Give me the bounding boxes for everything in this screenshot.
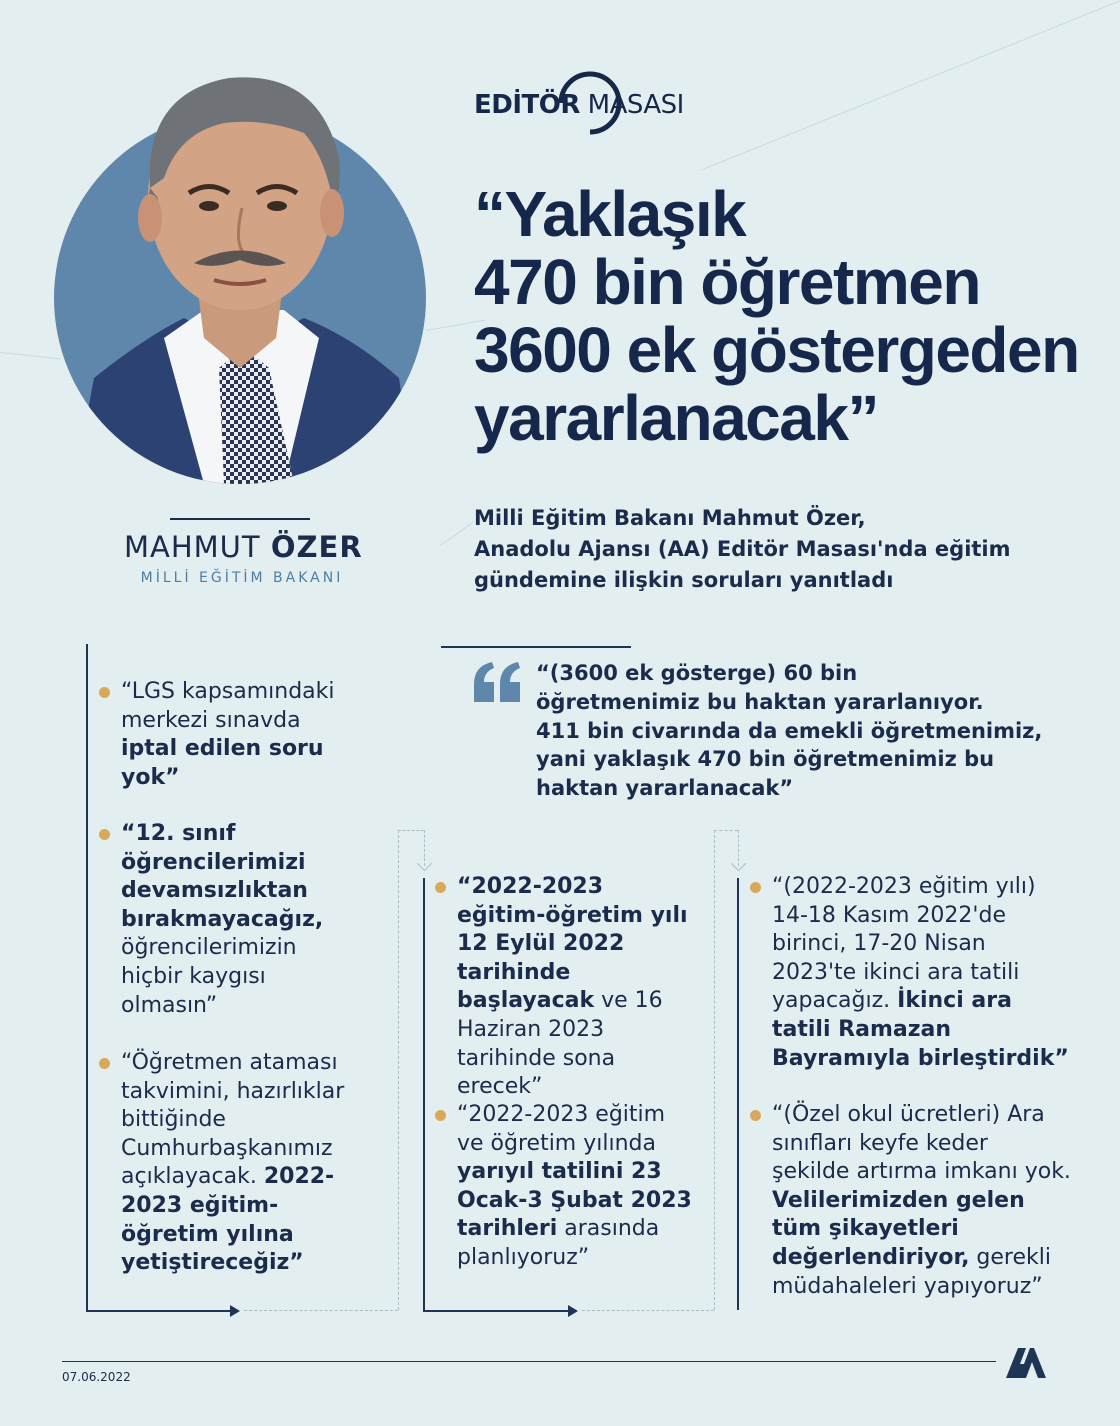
portrait-photo <box>54 48 426 484</box>
quote-text: “LGS kapsamındaki merkezi sınavda <box>121 679 335 733</box>
quote-bold: 2022-2023 eğitim-öğretim yılına yetiştireceğiz” <box>121 1164 335 1276</box>
anadolu-agency-logo-icon <box>1004 1344 1048 1380</box>
bullet-dot <box>99 1058 110 1069</box>
headline-line: 3600 ek göstergeden <box>474 314 1079 386</box>
quote-bold: “12. sınıf öğrencilerimizi devamsızlıktan bırakmayacağız, <box>121 821 324 932</box>
arrow-right-icon <box>568 1305 578 1317</box>
quote-text: “2022-2023 eğitim ve öğretim yılında <box>457 1102 666 1156</box>
main-quote-line: 411 bin civarında da emekli öğretmenimiz, <box>536 718 1043 743</box>
quote-item <box>121 1049 361 1278</box>
headline-line: 470 bin öğretmen <box>474 246 980 318</box>
timeline-line <box>423 878 425 1312</box>
quote-item <box>772 873 1072 1073</box>
headline-line: yararlanacak” <box>474 382 878 454</box>
background-line <box>440 522 473 546</box>
timeline-line <box>737 878 739 1310</box>
person-name: MAHMUT ÖZER <box>124 530 363 564</box>
quote-bold: iptal edilen soru yok” <box>121 736 324 790</box>
quote-text: “(2022-2023 eğitim yılı) 14-18 Kasım 2022'de birinci, 17-20 Nisan 2023'te ikinci ara tatili yapacağız. <box>772 874 1036 1014</box>
person-title: MİLLİ EĞİTİM BAKANI <box>140 570 344 586</box>
arrow-right-icon <box>230 1305 240 1317</box>
timeline-dashed-line <box>714 830 715 1310</box>
quote-text: ve 16 Haziran 2023 tarihinde sona erecek” <box>457 988 663 1100</box>
quote-item <box>457 873 697 1102</box>
intro-line: Anadolu Ajansı (AA) Editör Masası'nda eğitim <box>474 537 1011 561</box>
quote-text: “Öğretmen ataması takvimini, hazırlıklar bittiğinde Cumhurbaşkanımız açıklayacak. <box>121 1050 345 1190</box>
intro-line: Milli Eğitim Bakanı Mahmut Özer, <box>474 506 866 530</box>
quote-item <box>457 1101 693 1273</box>
footer-divider <box>62 1361 996 1362</box>
editor-masasi-logo <box>474 66 714 146</box>
bullet-dot <box>99 687 110 698</box>
name-divider <box>170 518 310 520</box>
bullet-dot <box>435 1110 446 1121</box>
main-quote-line: “(3600 ek gösterge) 60 bin <box>536 661 858 685</box>
quote-text: gerekli müdahaleleri yapıyoruz” <box>772 1244 1051 1299</box>
arrow-down-icon <box>731 856 747 872</box>
intro-line: gündemine ilişkin soruları yanıtladı <box>474 568 894 592</box>
timeline-dashed-line <box>714 830 738 831</box>
quote-item <box>121 820 324 1020</box>
quote-bold: yarıyıl tatilini 23 Ocak-3 Şubat 2023 tarihleri <box>457 1159 692 1242</box>
main-quote-line: yani yaklaşık 470 bin öğretmenimiz bu <box>536 747 995 772</box>
headline <box>474 180 1104 452</box>
main-quote-line: haktan yararlanacak” <box>536 776 794 801</box>
timeline-line <box>86 1310 232 1312</box>
bullet-dot <box>435 882 446 893</box>
footer-date: 07.06.2022 <box>62 1370 131 1384</box>
quote-bold: Velilerimizden gelen tüm şikayetleri değerlendiriyor, <box>772 1187 1025 1270</box>
main-quote-line: öğretmenimiz bu haktan yararlanıyor. <box>536 689 984 714</box>
quote-text: öğrencilerimizin hiçbir kaygısı olmasın” <box>121 935 297 1018</box>
main-quote <box>536 659 1056 803</box>
timeline-dashed-line <box>398 830 424 831</box>
bullet-dot <box>99 829 110 840</box>
timeline-line <box>423 1310 569 1312</box>
logo-text: EDİTÖR MASASI <box>474 90 684 120</box>
bullet-dot <box>750 882 761 893</box>
quote-item <box>121 678 361 792</box>
background-line <box>700 0 1120 171</box>
timeline-dashed-line <box>582 1310 714 1311</box>
quote-bold: İkinci ara tatili Ramazan Bayramıyla birleştirdik” <box>772 988 1069 1071</box>
arrow-down-icon <box>417 856 433 872</box>
timeline-dashed-line <box>244 1310 398 1311</box>
quote-divider <box>441 646 631 648</box>
quote-text: arasında planlıyoruz” <box>457 1216 660 1270</box>
timeline-dashed-line <box>398 830 399 1310</box>
quote-mark-icon <box>470 654 526 710</box>
quote-item <box>772 1101 1072 1301</box>
bullet-dot <box>750 1110 761 1121</box>
intro-text <box>474 503 1074 596</box>
background-line <box>0 352 60 359</box>
timeline-line <box>86 644 88 1312</box>
quote-bold: “2022-2023 eğitim-öğretim yılı 12 Eylül 2022 tarihinde başlayacak <box>457 874 688 1014</box>
headline-line: “Yaklaşık <box>474 178 746 250</box>
quote-text: “(Özel okul ücretleri) Ara sınıfları keyfe keder şekilde artırma imkanı yok. <box>772 1102 1071 1185</box>
